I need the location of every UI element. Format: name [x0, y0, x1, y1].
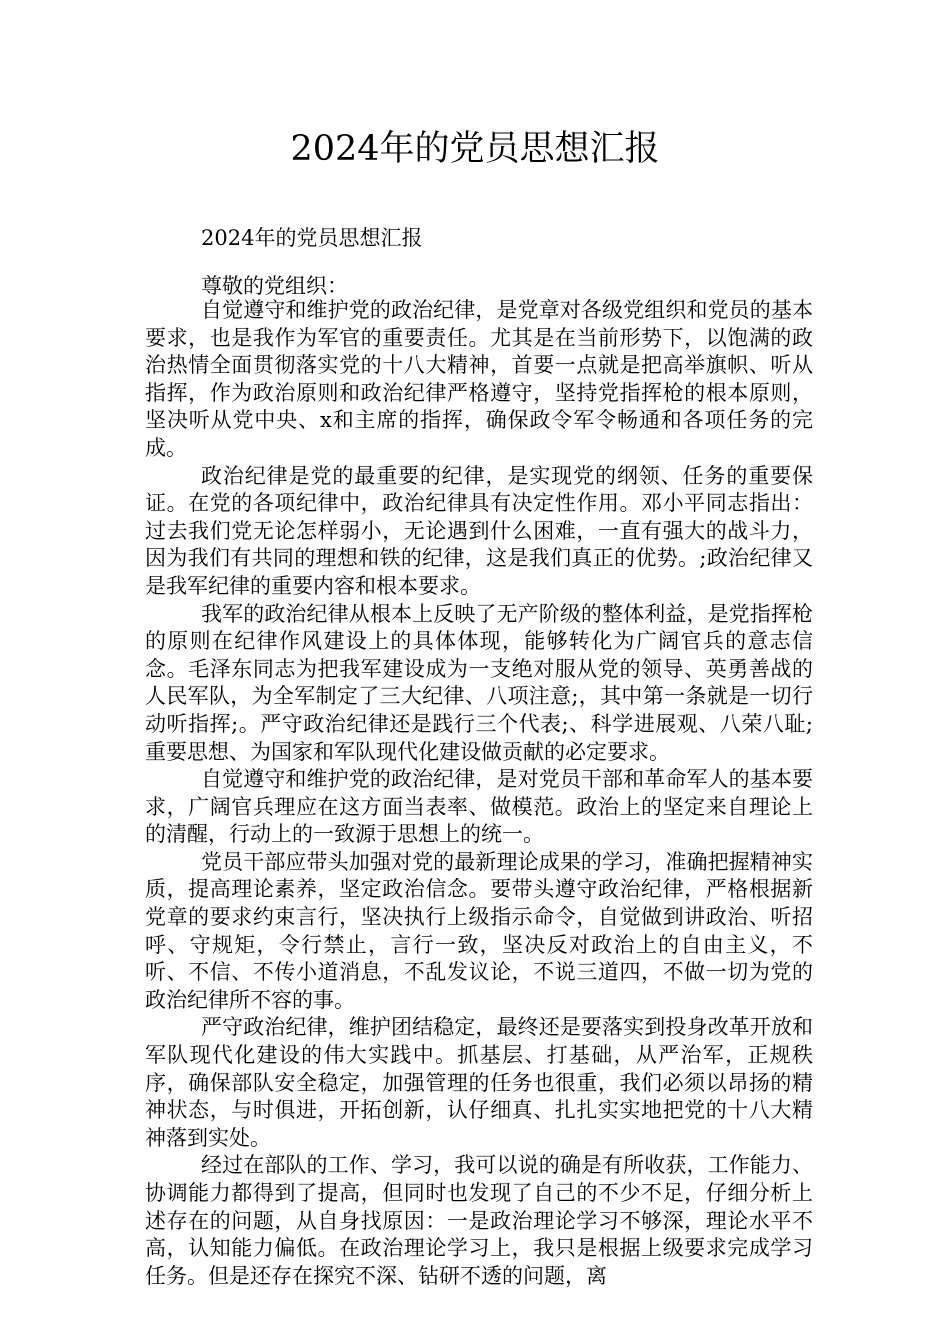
paragraph: 严守政治纪律，维护团结稳定，最终还是要落实到投身改革开放和军队现代化建设的伟大实践中。抓基层、打基础，从严治军，正规秩序，确保部队安全稳定，加强管理的任务也很重，我们必须以昂扬的精神状态，与时俱进，开拓创新，认仔细真、扎扎实实地把党的十八大精神落到实处。 — [145, 1015, 813, 1150]
paragraph: 自觉遵守和维护党的政治纪律，是党章对各级党组织和党员的基本要求，也是我作为军官的重要责任。尤其是在当前形势下，以饱满的政治热情全面贯彻落实党的十八大精神，首要一点就是把高举旗帜、听从指挥，作为政治原则和政治纪律严格遵守，坚持党指挥枪的根本原则，坚决听从党中央、x和主席的指挥，确保政令军令畅通和各项任务的完成。 — [145, 298, 813, 460]
paragraph: 经过在部队的工作、学习，我可以说的确是有所收获，工作能力、协调能力都得到了提高，但同时也发现了自己的不少不足，仔细分析上述存在的问题，从自身找原因：一是政治理论学习不够深，理论水平不高，认知能力偏低。在政治理论学习上，我只是根据上级要求完成学习任务。但是还存在探究不深、钻研不透的问题，离 — [145, 1153, 813, 1288]
document-body — [145, 297, 813, 1290]
paragraph: 自觉遵守和维护党的政治纪律，是对党员干部和革命军人的基本要求，广阔官兵理应在这方面当表率、做模范。政治上的坚定来自理论上的清醒，行动上的一致源于思想上的统一。 — [145, 767, 813, 847]
paragraph: 党员干部应带头加强对党的最新理论成果的学习，准确把握精神实质，提高理论素养，坚定政治信念。要带头遵守政治纪律，严格根据新党章的要求约束言行，坚决执行上级指示命令，自觉做到讲政治、听招呼、守规矩，令行禁止，言行一致，坚决反对政治上的自由主义，不听、不信、不传小道消息，不乱发议论，不说三道四，不做一切为党的政治纪律所不容的事。 — [145, 849, 813, 1012]
document-subtitle: 2024年的党员思想汇报 — [201, 226, 423, 250]
document-title: 2024年的党员思想汇报 — [290, 129, 660, 169]
salutation: 尊敬的党组织： — [201, 274, 348, 298]
paragraph: 政治纪律是党的最重要的纪律，是实现党的纲领、任务的重要保证。在党的各项纪律中，政治纪律具有决定性作用。邓小平同志指出：过去我们党无论怎样弱小，无论遇到什么困难，一直有强大的战斗力，因为我们有共同的理想和铁的纪律，这是我们真正的优势。;政治纪律又是我军纪律的重要内容和根本要求。 — [145, 463, 813, 598]
paragraph: 我军的政治纪律从根本上反映了无产阶级的整体利益，是党指挥枪的原则在纪律作风建设上的具体体现，能够转化为广阔官兵的意志信念。毛泽东同志为把我军建设成为一支绝对服从党的领导、英勇善战的人民军队，为全军制定了三大纪律、八项注意;，其中第一条就是一切行动听指挥;。严守政治纪律还是践行三个代表;、科学进展观、八荣八耻;重要思想、为国家和军队现代化建设做贡献的必定要求。 — [145, 601, 813, 764]
